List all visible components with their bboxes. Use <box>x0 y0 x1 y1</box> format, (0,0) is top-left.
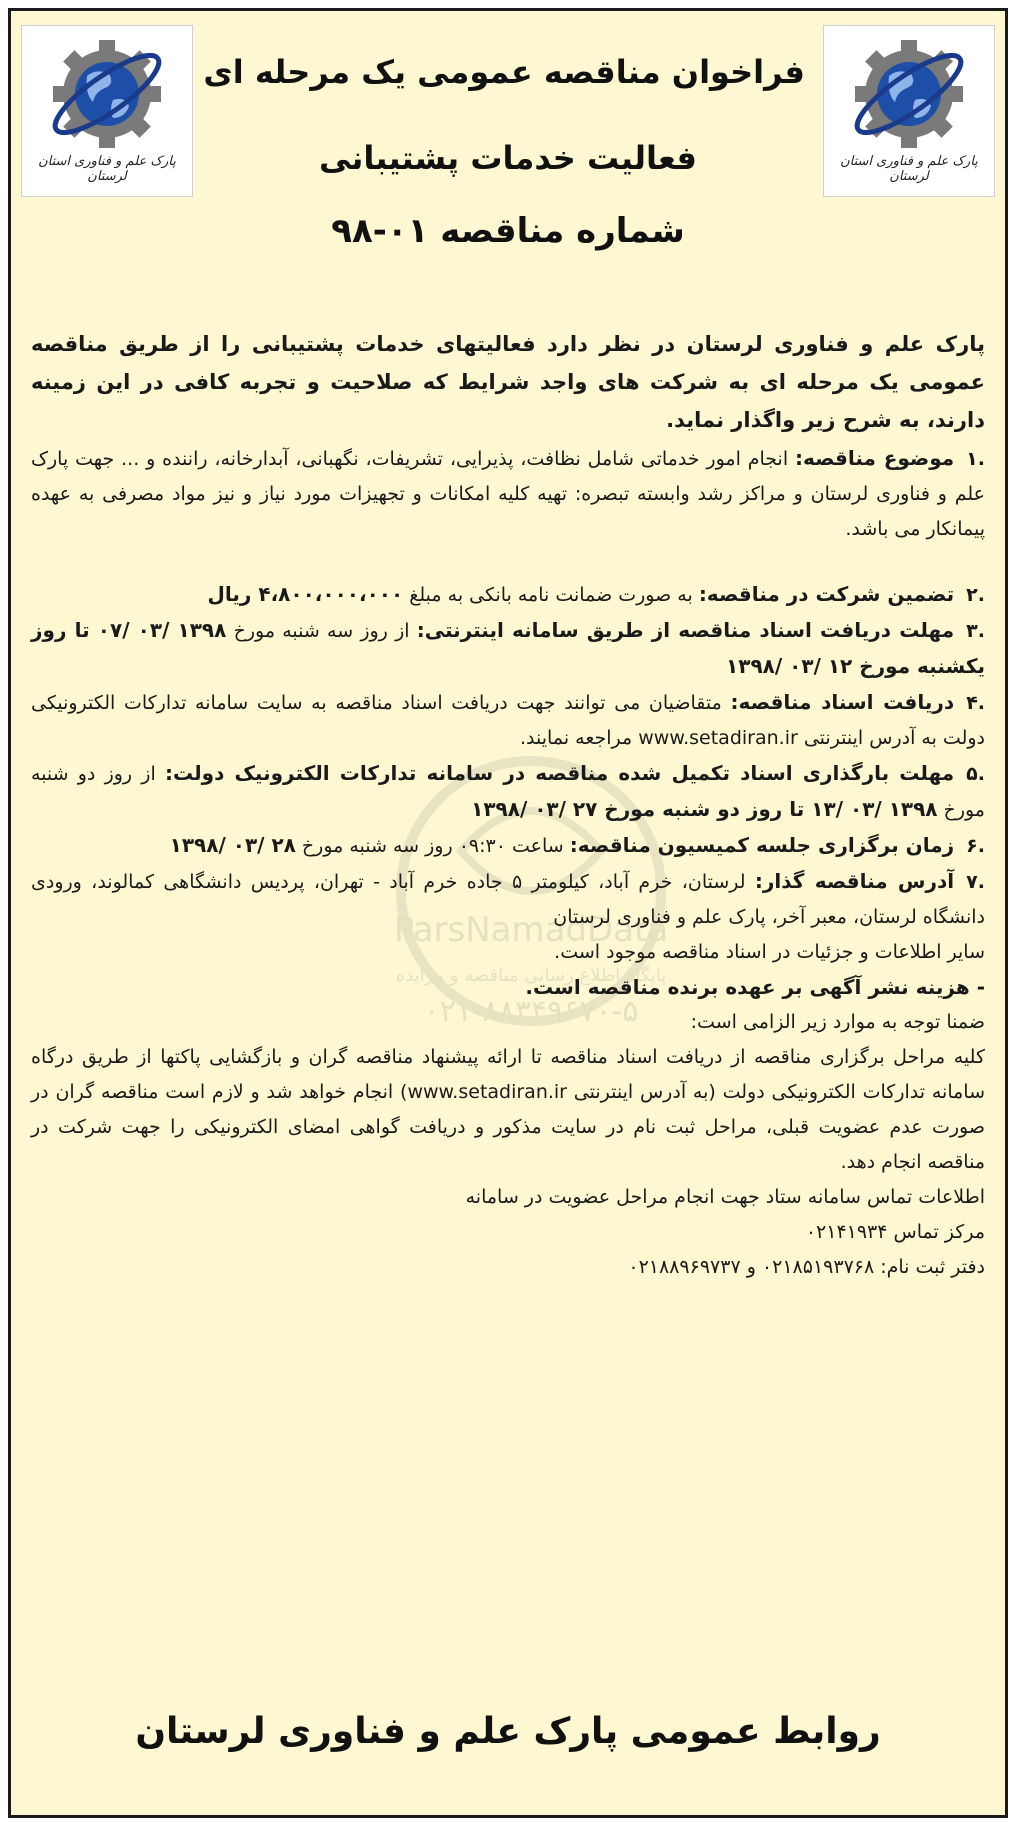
item-number: .۳ <box>966 620 985 642</box>
item-heading: دریافت اسناد مناقصه: <box>730 690 955 714</box>
item-text: متقاضیان می توانند جهت دریافت اسناد مناقصه به سایت سامانه تدارکات الکترونیکی دولت به آدرس اینترنتی www.setadiran.ir مراجعه نمایند. <box>31 692 985 749</box>
other-info: سایر اطلاعات و جزئیات در اسناد مناقصه موجود است. <box>554 941 985 963</box>
item-document-receipt <box>31 685 985 756</box>
item-subject <box>31 441 985 547</box>
park-logo-right <box>823 25 995 197</box>
item-text: از روز دو شنبه مورخ <box>31 763 985 821</box>
public-relations-signature: روابط عمومی پارک علم و فناوری لرستان <box>135 1711 881 1752</box>
contact-center: مرکز تماس ۰۲۱۴۱۹۳۴ <box>805 1221 985 1243</box>
item-text: به صورت ضمانت نامه بانکی به مبلغ <box>403 584 699 606</box>
item-heading: آدرس مناقصه گذار: <box>754 869 955 893</box>
gear-globe-icon <box>840 34 978 154</box>
title-line-2: فعالیت خدمات پشتیبانی <box>319 139 697 177</box>
item-heading: موضوع مناقصه: <box>794 446 955 470</box>
item-text: از روز سه شنبه مورخ <box>226 620 417 642</box>
item-number: .۲ <box>966 584 985 606</box>
intro-paragraph: پارک علم و فناوری لرستان در نظر دارد فعالیتهای خدمات پشتیبانی را از طریق مناقصه عمومی یک مرحله ای به شرکت های واجد شرایط که صلاحیت و تجربه کافی در این زمینه دارند، به شرح زیر واگذار نماید. <box>31 332 985 432</box>
ad-cost-note: - هزینه نشر آگهی بر عهده برنده مناقصه است. <box>525 975 985 999</box>
watermark-brand: ParsNamadData <box>393 910 669 950</box>
item-number: .۵ <box>966 763 985 785</box>
gear-globe-icon <box>38 34 176 154</box>
title-line-1: فراخوان مناقصه عمومی یک مرحله ای <box>203 53 805 91</box>
item-upload-deadline <box>31 756 985 828</box>
item-heading: زمان برگزاری جلسه کمیسیون مناقصه: <box>569 833 955 857</box>
item-number: .۱ <box>966 448 985 470</box>
notice-body <box>31 325 985 1285</box>
item-number: .۴ <box>966 692 986 714</box>
item-address <box>31 864 985 935</box>
registration-office: دفتر ثبت نام: ۰۲۱۸۵۱۹۳۷۶۸ و ۰۲۱۸۸۹۶۹۷۳۷ <box>628 1256 985 1278</box>
item-text: ساعت ۰۹:۳۰ روز سه شنبه مورخ <box>295 835 570 857</box>
item-document-deadline <box>31 613 985 685</box>
logo-caption: پارک علم و فناوری استان لرستان <box>840 154 978 184</box>
item-number: .۷ <box>966 871 985 893</box>
notice-heading: ضمنا توجه به موارد زیر الزامی است: <box>690 1011 985 1033</box>
tender-number: شماره مناقصه ۰۱-۹۸ <box>331 211 685 251</box>
watermark-caption: پایگاه اطلاع رسانی مناقصه و مزایده <box>395 965 667 986</box>
upload-dates: ۱۳۹۸ /۰۳ /۱۳ تا روز دو شنبه مورخ ۲۷ /۰۳ /۱۳۹۸ <box>471 797 938 821</box>
item-number: .۶ <box>966 835 985 857</box>
park-logo-left <box>21 25 193 197</box>
item-commission-session <box>31 828 985 864</box>
notice-paragraph: کلیه مراحل برگزاری مناقصه از دریافت اسناد مناقصه تا ارائه پیشنهاد مناقصه گران و بازگشایی پاکتها از طریق درگاه سامانه تدارکات الکترونیکی دولت (به آدرس اینترنتی www.setadiran.ir) انجام خواهد شد و لازم است مناقصه گران در صورت عدم عضویت قبلی، مراحل ثبت نام در سایت مذکور و دریافت گواهی امضای الکترونیکی را جهت شرکت در مناقصه انجام دهد. <box>31 1046 985 1173</box>
item-text: انجام امور خدماتی شامل نظافت، پذیرایی، تشریفات، نگهبانی، آبدارخانه، راننده و ... جهت پارک علم و فناوری لرستان و مراکز رشد وابسته تبصره: تهیه کلیه امکانات و تجهیزات مورد نیاز و نیز مواد مصرفی به عهده پیمانکار می باشد. <box>31 448 985 540</box>
guarantee-amount: ۴،۸۰۰،۰۰۰،۰۰۰ ریال <box>207 582 404 606</box>
item-heading: تضمین شرکت در مناقصه: <box>698 582 955 606</box>
logo-caption: پارک علم و فناوری استان لرستان <box>38 154 176 184</box>
item-heading: مهلت بارگذاری اسناد تکمیل شده مناقصه در سامانه تدارکات الکترونیک دولت: <box>164 761 955 785</box>
session-date: ۲۸ /۰۳ /۱۳۹۸ <box>169 833 296 857</box>
watermark-phone: ۰۲۱-۸۸۳۴۹۶۷۰-۵ <box>423 994 639 1029</box>
item-heading: مهلت دریافت اسناد مناقصه از طریق سامانه اینترنتی: <box>416 618 955 642</box>
contact-heading: اطلاعات تماس سامانه ستاد جهت انجام مراحل عضویت در سامانه <box>465 1186 985 1208</box>
item-text: لرستان، خرم آباد، کیلومتر ۵ جاده خرم آباد - تهران، پردیس دانشگاهی کمالوند، ورودی دانشگاه لرستان، معبر آخر، پارک علم و فناوری لرستان <box>31 871 985 928</box>
tender-notice <box>8 8 1008 1818</box>
item-guarantee <box>31 577 985 613</box>
document-dates: ۱۳۹۸ /۰۳ /۰۷ تا روز یکشنبه مورخ ۱۲ /۰۳ /۱۳۹۸ <box>31 618 985 678</box>
